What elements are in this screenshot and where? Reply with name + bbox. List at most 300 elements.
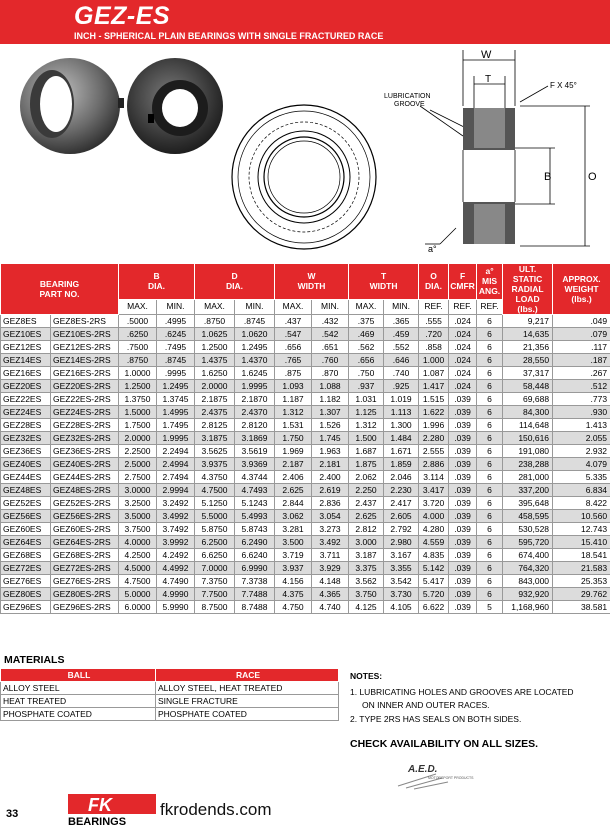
value-cell: 6.9990 — [235, 562, 275, 575]
value-cell: .079 — [553, 328, 610, 341]
value-cell: 18.541 — [553, 549, 610, 562]
value-cell: 4.125 — [349, 601, 384, 614]
value-cell: 12.743 — [553, 523, 610, 536]
aed-logo-subtext: MOTORSPORT PRODUCTS — [428, 776, 474, 780]
value-cell: .024 — [449, 354, 477, 367]
value-cell: 6 — [477, 497, 503, 510]
value-cell: .646 — [384, 354, 419, 367]
value-cell: .656 — [275, 341, 312, 354]
materials-race-header: RACE — [156, 669, 339, 682]
value-cell: .656 — [349, 354, 384, 367]
value-cell: 4.7500 — [119, 575, 157, 588]
value-cell: 2.400 — [312, 471, 349, 484]
value-cell: 1.0625 — [195, 328, 235, 341]
value-cell: 6 — [477, 419, 503, 432]
table-row — [1, 406, 610, 419]
spec-table — [0, 263, 610, 614]
value-cell: 5.8750 — [195, 523, 235, 536]
table-row — [1, 341, 610, 354]
section-view-drawing — [384, 49, 597, 254]
value-cell: .024 — [449, 367, 477, 380]
value-cell: .117 — [553, 341, 610, 354]
value-cell: 2.886 — [419, 458, 449, 471]
value-cell: 2.8125 — [195, 419, 235, 432]
value-cell: .432 — [312, 315, 349, 328]
value-cell: 1.113 — [384, 406, 419, 419]
value-cell: 3.114 — [419, 471, 449, 484]
value-cell: 1.526 — [312, 419, 349, 432]
value-cell: 238,288 — [503, 458, 553, 471]
value-cell: 2.555 — [419, 445, 449, 458]
value-cell: 1.6245 — [235, 367, 275, 380]
value-cell: .039 — [449, 575, 477, 588]
value-cell: 1.671 — [384, 445, 419, 458]
value-cell: 3.929 — [312, 562, 349, 575]
value-cell: .024 — [449, 328, 477, 341]
part-sealed-cell: GEZ24ES-2RS — [51, 406, 119, 419]
value-cell: 3.4992 — [157, 510, 195, 523]
table-row — [1, 588, 610, 601]
value-cell: 3.375 — [349, 562, 384, 575]
part-open-cell: GEZ20ES — [1, 380, 51, 393]
part-sealed-cell: GEZ14ES-2RS — [51, 354, 119, 367]
value-cell: 150,616 — [503, 432, 553, 445]
value-cell: .039 — [449, 419, 477, 432]
header-f-cmfr-line: CMFR — [450, 281, 475, 292]
materials-row — [1, 695, 339, 708]
part-open-cell: GEZ76ES — [1, 575, 51, 588]
value-cell: 6.6240 — [235, 549, 275, 562]
table-row — [1, 523, 610, 536]
part-open-cell: GEZ40ES — [1, 458, 51, 471]
value-cell: 6 — [477, 588, 503, 601]
part-sealed-cell: GEZ44ES-2RS — [51, 471, 119, 484]
lubrication-label-2: GROOVE — [394, 101, 425, 108]
value-cell: 7.7500 — [195, 588, 235, 601]
value-cell: 4.156 — [275, 575, 312, 588]
header-b-dia-line: B — [153, 271, 160, 282]
value-cell: 5 — [477, 601, 503, 614]
value-cell: 1.182 — [312, 393, 349, 406]
value-cell: 3.711 — [312, 549, 349, 562]
header-bearing-line: BEARING — [39, 279, 80, 289]
value-cell: 25.353 — [553, 575, 610, 588]
value-cell: 6 — [477, 484, 503, 497]
value-cell: 3.937 — [275, 562, 312, 575]
value-cell: 2.4375 — [195, 406, 235, 419]
value-cell: 2.5000 — [119, 458, 157, 471]
value-cell: 281,000 — [503, 471, 553, 484]
value-cell: 2.0000 — [119, 432, 157, 445]
value-cell: 595,720 — [503, 536, 553, 549]
header-ult-load-line: LOAD — [515, 294, 540, 304]
value-cell: .437 — [275, 315, 312, 328]
notes — [350, 670, 574, 726]
value-cell: 843,000 — [503, 575, 553, 588]
part-sealed-cell: GEZ32ES-2RS — [51, 432, 119, 445]
value-cell: 6 — [477, 354, 503, 367]
value-cell: .039 — [449, 484, 477, 497]
fk-logo-text: FK — [88, 795, 112, 815]
value-cell: 4.5000 — [119, 562, 157, 575]
table-row — [1, 458, 610, 471]
value-cell: 3.7500 — [119, 523, 157, 536]
value-cell: 2.9994 — [157, 484, 195, 497]
value-cell: .039 — [449, 549, 477, 562]
value-cell: 2.417 — [384, 497, 419, 510]
value-cell: .267 — [553, 367, 610, 380]
fk-bearings-logo — [68, 794, 158, 826]
table-row — [1, 536, 610, 549]
value-cell: 1.484 — [384, 432, 419, 445]
subheader-cell: MAX. — [119, 299, 157, 314]
value-cell: 1.996 — [419, 419, 449, 432]
value-cell: .024 — [449, 341, 477, 354]
value-cell: 6.834 — [553, 484, 610, 497]
value-cell: 674,400 — [503, 549, 553, 562]
lubrication-label-1: LUBRICATION — [384, 93, 431, 100]
value-cell: 9,217 — [503, 315, 553, 328]
value-cell: 2.406 — [275, 471, 312, 484]
value-cell: 4.365 — [312, 588, 349, 601]
value-cell: 29.762 — [553, 588, 610, 601]
value-cell: 6.2490 — [235, 536, 275, 549]
part-sealed-cell: GEZ8ES-2RS — [51, 315, 119, 328]
value-cell: 764,320 — [503, 562, 553, 575]
value-cell: 2.055 — [553, 432, 610, 445]
value-cell: 3.054 — [312, 510, 349, 523]
value-cell: .4995 — [157, 315, 195, 328]
value-cell: 58,448 — [503, 380, 553, 393]
value-cell: 1.312 — [349, 419, 384, 432]
part-sealed-cell: GEZ68ES-2RS — [51, 549, 119, 562]
availability-note: CHECK AVAILABILITY ON ALL SIZES. — [350, 738, 539, 750]
part-open-cell: GEZ56ES — [1, 510, 51, 523]
header-ult-load-line: ULT. — [518, 264, 537, 274]
value-cell: 1.0000 — [119, 367, 157, 380]
materials-row — [1, 682, 339, 695]
header-mis-ang — [477, 264, 503, 300]
value-cell: .870 — [312, 367, 349, 380]
subheader-cell: MIN. — [157, 299, 195, 314]
value-cell: 7.3738 — [235, 575, 275, 588]
table-row — [1, 497, 610, 510]
value-cell: 2.4370 — [235, 406, 275, 419]
value-cell: 1.859 — [384, 458, 419, 471]
value-cell: .8745 — [157, 354, 195, 367]
value-cell: .552 — [384, 341, 419, 354]
value-cell: .765 — [275, 354, 312, 367]
value-cell: 6 — [477, 458, 503, 471]
value-cell: 4.740 — [312, 601, 349, 614]
note-line-1: 1. LUBRICATING HOLES AND GROOVES ARE LOCATED — [350, 686, 574, 697]
table-row — [1, 601, 610, 614]
value-cell: .459 — [384, 328, 419, 341]
value-cell: 3.9375 — [195, 458, 235, 471]
value-cell: 3.281 — [275, 523, 312, 536]
value-cell: .039 — [449, 458, 477, 471]
value-cell: .039 — [449, 523, 477, 536]
value-cell: 1.2495 — [157, 380, 195, 393]
value-cell: 1.531 — [275, 419, 312, 432]
header-b-dia-line: DIA. — [148, 281, 166, 292]
value-cell: 6 — [477, 445, 503, 458]
value-cell: 5.720 — [419, 588, 449, 601]
part-open-cell: GEZ60ES — [1, 523, 51, 536]
value-cell: 1,168,960 — [503, 601, 553, 614]
value-cell: .039 — [449, 432, 477, 445]
value-cell: 3.1869 — [235, 432, 275, 445]
value-cell: 1.7500 — [119, 419, 157, 432]
table-row — [1, 419, 610, 432]
value-cell: 5.1243 — [235, 497, 275, 510]
value-cell: 2.437 — [349, 497, 384, 510]
value-cell: 15.410 — [553, 536, 610, 549]
value-cell: .547 — [275, 328, 312, 341]
value-cell: 6 — [477, 315, 503, 328]
header-ult-load-line: RADIAL — [511, 284, 544, 294]
value-cell: 37,317 — [503, 367, 553, 380]
value-cell: 2.625 — [349, 510, 384, 523]
header-b-dia — [119, 264, 195, 300]
part-sealed-cell: GEZ64ES-2RS — [51, 536, 119, 549]
header-weight-line: (lbs.) — [571, 294, 592, 304]
value-cell: 6 — [477, 536, 503, 549]
value-cell: 2.2500 — [119, 445, 157, 458]
value-cell: 4.7490 — [157, 575, 195, 588]
value-cell: 2.980 — [384, 536, 419, 549]
aed-logo — [396, 760, 476, 790]
notes-title: NOTES: — [350, 671, 383, 681]
value-cell: 6.6250 — [195, 549, 235, 562]
value-cell: .8750 — [195, 315, 235, 328]
value-cell: 3.720 — [419, 497, 449, 510]
value-cell: 1.0620 — [235, 328, 275, 341]
table-row — [1, 432, 610, 445]
subheader-cell: MIN. — [384, 299, 419, 314]
table-row — [1, 484, 610, 497]
value-cell: 2.046 — [384, 471, 419, 484]
value-cell: 38.581 — [553, 601, 610, 614]
value-cell: 2.250 — [349, 484, 384, 497]
value-cell: .187 — [553, 354, 610, 367]
header-o-dia-line: DIA. — [425, 281, 443, 292]
header-d-dia-line: D — [231, 271, 238, 282]
value-cell: 395,648 — [503, 497, 553, 510]
value-cell: 4.105 — [384, 601, 419, 614]
value-cell: 3.9369 — [235, 458, 275, 471]
value-cell: 1.417 — [419, 380, 449, 393]
value-cell: 2.8120 — [235, 419, 275, 432]
header-o-dia — [419, 264, 449, 300]
value-cell: 530,528 — [503, 523, 553, 536]
value-cell: 1.187 — [275, 393, 312, 406]
value-cell: 5.8743 — [235, 523, 275, 536]
value-cell: 10.560 — [553, 510, 610, 523]
part-open-cell: GEZ72ES — [1, 562, 51, 575]
value-cell: 3.750 — [349, 588, 384, 601]
value-cell: 932,920 — [503, 588, 553, 601]
header-weight — [553, 264, 610, 315]
value-cell: 3.7492 — [157, 523, 195, 536]
value-cell: 4.0000 — [119, 536, 157, 549]
dim-f-label: F X 45° — [550, 81, 577, 90]
value-cell: 5.417 — [419, 575, 449, 588]
part-sealed-cell: GEZ76ES-2RS — [51, 575, 119, 588]
header-t-width-line: T — [380, 271, 387, 282]
value-cell: 6.0000 — [119, 601, 157, 614]
value-cell: 6 — [477, 367, 503, 380]
value-cell: 2.812 — [349, 523, 384, 536]
header-o-dia-line: O — [430, 271, 437, 282]
value-cell: 3.273 — [312, 523, 349, 536]
subheader-cell: REF. — [477, 299, 503, 314]
value-cell: 3.062 — [275, 510, 312, 523]
header-d-dia — [195, 264, 275, 300]
front-view-drawing — [232, 105, 376, 249]
value-cell: .375 — [349, 315, 384, 328]
materials-table — [0, 668, 339, 721]
value-cell: 21,356 — [503, 341, 553, 354]
value-cell: 2.4994 — [157, 458, 195, 471]
note-line-2: ON INNER AND OUTER RACES. — [362, 700, 490, 710]
value-cell: 1.307 — [312, 406, 349, 419]
value-cell: 3.5625 — [195, 445, 235, 458]
value-cell: 3.417 — [419, 484, 449, 497]
value-cell: 7.0000 — [195, 562, 235, 575]
value-cell: .875 — [275, 367, 312, 380]
value-cell: 6.2500 — [195, 536, 235, 549]
value-cell: 1.2495 — [235, 341, 275, 354]
bearing-photo-2 — [127, 58, 223, 154]
table-row — [1, 354, 610, 367]
value-cell: 6 — [477, 406, 503, 419]
part-sealed-cell: GEZ16ES-2RS — [51, 367, 119, 380]
materials-cell: ALLOY STEEL, HEAT TREATED — [156, 682, 339, 695]
value-cell: 8.7488 — [235, 601, 275, 614]
value-cell: .8750 — [119, 354, 157, 367]
dim-t-label: T — [485, 74, 492, 85]
bearings-logo-text: BEARINGS — [68, 816, 127, 826]
value-cell: 1.312 — [275, 406, 312, 419]
value-cell: 6 — [477, 549, 503, 562]
value-cell: .6250 — [119, 328, 157, 341]
value-cell: 69,688 — [503, 393, 553, 406]
part-open-cell: GEZ8ES — [1, 315, 51, 328]
value-cell: 6 — [477, 380, 503, 393]
part-sealed-cell: GEZ80ES-2RS — [51, 588, 119, 601]
header-ult-load — [503, 264, 553, 315]
value-cell: 4.3744 — [235, 471, 275, 484]
value-cell: 1.2500 — [119, 380, 157, 393]
value-cell: 4.2492 — [157, 549, 195, 562]
table-row — [1, 471, 610, 484]
value-cell: 1.3745 — [157, 393, 195, 406]
value-cell: .365 — [384, 315, 419, 328]
value-cell: 2.230 — [384, 484, 419, 497]
value-cell: 2.844 — [275, 497, 312, 510]
part-open-cell: GEZ48ES — [1, 484, 51, 497]
value-cell: 114,648 — [503, 419, 553, 432]
value-cell: 4.280 — [419, 523, 449, 536]
subheader-cell: REF. — [419, 299, 449, 314]
value-cell: .740 — [384, 367, 419, 380]
value-cell: 1.088 — [312, 380, 349, 393]
header-w-width — [275, 264, 349, 300]
value-cell: 1.4375 — [195, 354, 235, 367]
part-sealed-cell: GEZ20ES-2RS — [51, 380, 119, 393]
part-open-cell: GEZ52ES — [1, 497, 51, 510]
value-cell: 1.087 — [419, 367, 449, 380]
part-open-cell: GEZ28ES — [1, 419, 51, 432]
value-cell: 8.7500 — [195, 601, 235, 614]
value-cell: 1.7495 — [157, 419, 195, 432]
value-cell: 7.7488 — [235, 588, 275, 601]
value-cell: .469 — [349, 328, 384, 341]
value-cell: 3.187 — [349, 549, 384, 562]
materials-row — [1, 708, 339, 721]
value-cell: .039 — [449, 497, 477, 510]
value-cell: 4.4992 — [157, 562, 195, 575]
dim-a-label: a° — [428, 244, 437, 254]
part-sealed-cell: GEZ10ES-2RS — [51, 328, 119, 341]
header-f-cmfr — [449, 264, 477, 300]
value-cell: 4.2500 — [119, 549, 157, 562]
value-cell: .039 — [449, 406, 477, 419]
header-f-cmfr-line: F — [459, 271, 466, 282]
value-cell: 2.932 — [553, 445, 610, 458]
value-cell: 3.1875 — [195, 432, 235, 445]
value-cell: 3.5619 — [235, 445, 275, 458]
part-sealed-cell: GEZ56ES-2RS — [51, 510, 119, 523]
part-open-cell: GEZ10ES — [1, 328, 51, 341]
value-cell: 2.181 — [312, 458, 349, 471]
value-cell: 2.7494 — [157, 471, 195, 484]
part-open-cell: GEZ14ES — [1, 354, 51, 367]
header-weight-line: APPROX. — [562, 274, 601, 284]
dim-w-label: W — [481, 49, 492, 61]
value-cell: 2.625 — [275, 484, 312, 497]
note-line-3: 2. TYPE 2RS HAS SEALS ON BOTH SIDES. — [350, 713, 522, 724]
page-subtitle: INCH - SPHERICAL PLAIN BEARINGS WITH SINGLE FRACTURED RACE — [74, 31, 384, 41]
materials-cell: HEAT TREATED — [1, 695, 156, 708]
value-cell: 7.3750 — [195, 575, 235, 588]
value-cell: 8.422 — [553, 497, 610, 510]
materials-cell: SINGLE FRACTURE — [156, 695, 339, 708]
table-row — [1, 510, 610, 523]
value-cell: 1.963 — [312, 445, 349, 458]
part-sealed-cell: GEZ60ES-2RS — [51, 523, 119, 536]
value-cell: 4.7500 — [195, 484, 235, 497]
value-cell: 2.792 — [384, 523, 419, 536]
value-cell: .542 — [312, 328, 349, 341]
value-cell: 337,200 — [503, 484, 553, 497]
value-cell: .7495 — [157, 341, 195, 354]
value-cell: 1.6250 — [195, 367, 235, 380]
part-open-cell: GEZ64ES — [1, 536, 51, 549]
value-cell: 4.375 — [275, 588, 312, 601]
aed-logo-text: A.E.D. — [408, 764, 438, 775]
value-cell: .039 — [449, 536, 477, 549]
value-cell: 5.4993 — [235, 510, 275, 523]
value-cell: 1.622 — [419, 406, 449, 419]
value-cell: 5.1250 — [195, 497, 235, 510]
header-t-width-line: WIDTH — [369, 281, 398, 292]
value-cell: 1.125 — [349, 406, 384, 419]
part-open-cell: GEZ80ES — [1, 588, 51, 601]
dim-o-label: O — [588, 171, 597, 183]
page-title: GEZ-ES — [74, 2, 171, 30]
